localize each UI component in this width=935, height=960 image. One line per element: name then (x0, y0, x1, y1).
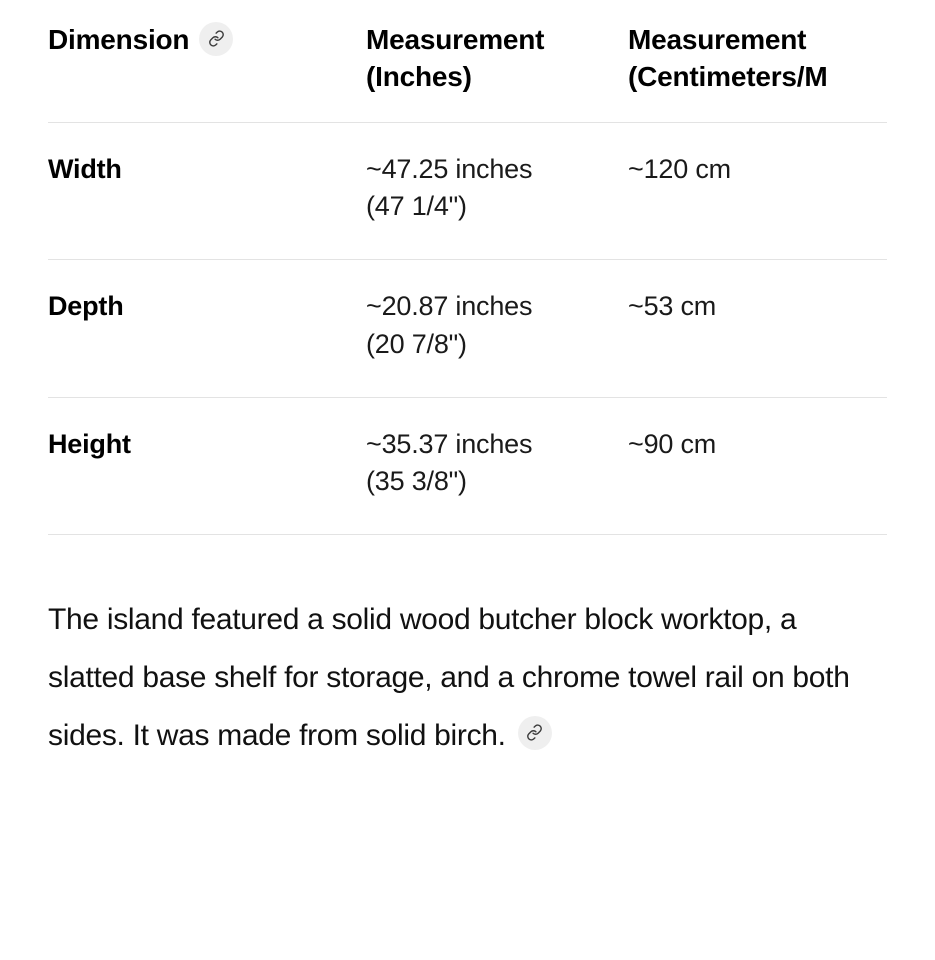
row-metric-depth: ~53 cm (628, 291, 717, 322)
table-row (48, 260, 887, 398)
inches-secondary: (20 7/8") (366, 328, 467, 359)
inches-secondary: (35 3/8") (366, 466, 467, 497)
row-dimension-depth: Depth (48, 291, 124, 322)
column-header-metric-line1: Measurement (628, 24, 807, 55)
table-header-row (48, 0, 887, 122)
table-header (48, 0, 887, 122)
table-row (48, 122, 887, 260)
table-bottom-divider (48, 534, 887, 535)
inches-secondary: (47 1/4") (366, 191, 467, 222)
row-inches-width (366, 122, 628, 260)
dimensions-table (48, 0, 887, 534)
column-header-metric-line2: (Centimeters/M (628, 60, 828, 92)
column-header-dimension (48, 0, 366, 122)
description-paragraph (48, 565, 887, 764)
column-header-measurement-inches (366, 0, 628, 122)
row-metric-width: ~120 cm (628, 153, 731, 184)
link-icon[interactable] (518, 716, 552, 750)
inches-primary: ~20.87 inches (366, 291, 533, 322)
column-header-measurement-metric (628, 0, 887, 122)
row-dimension-height: Height (48, 428, 131, 459)
row-metric-height: ~90 cm (628, 428, 717, 459)
row-dimension-width: Width (48, 153, 122, 184)
row-inches-depth (366, 260, 628, 398)
column-header-inches-line1: Measurement (366, 24, 545, 55)
column-header-dimension-label: Dimension (48, 24, 190, 55)
inches-primary: ~47.25 inches (366, 153, 533, 184)
table-row (48, 397, 887, 534)
row-inches-height (366, 397, 628, 534)
link-icon[interactable] (199, 22, 233, 56)
description-text: The island featured a solid wood butcher block worktop, a slatted base shelf for storage, and a chrome towel rail on both sides. It was made from solid birch. (48, 603, 850, 752)
column-header-inches-line2: (Inches) (366, 60, 472, 92)
table-body (48, 122, 887, 534)
inches-primary: ~35.37 inches (366, 428, 533, 459)
